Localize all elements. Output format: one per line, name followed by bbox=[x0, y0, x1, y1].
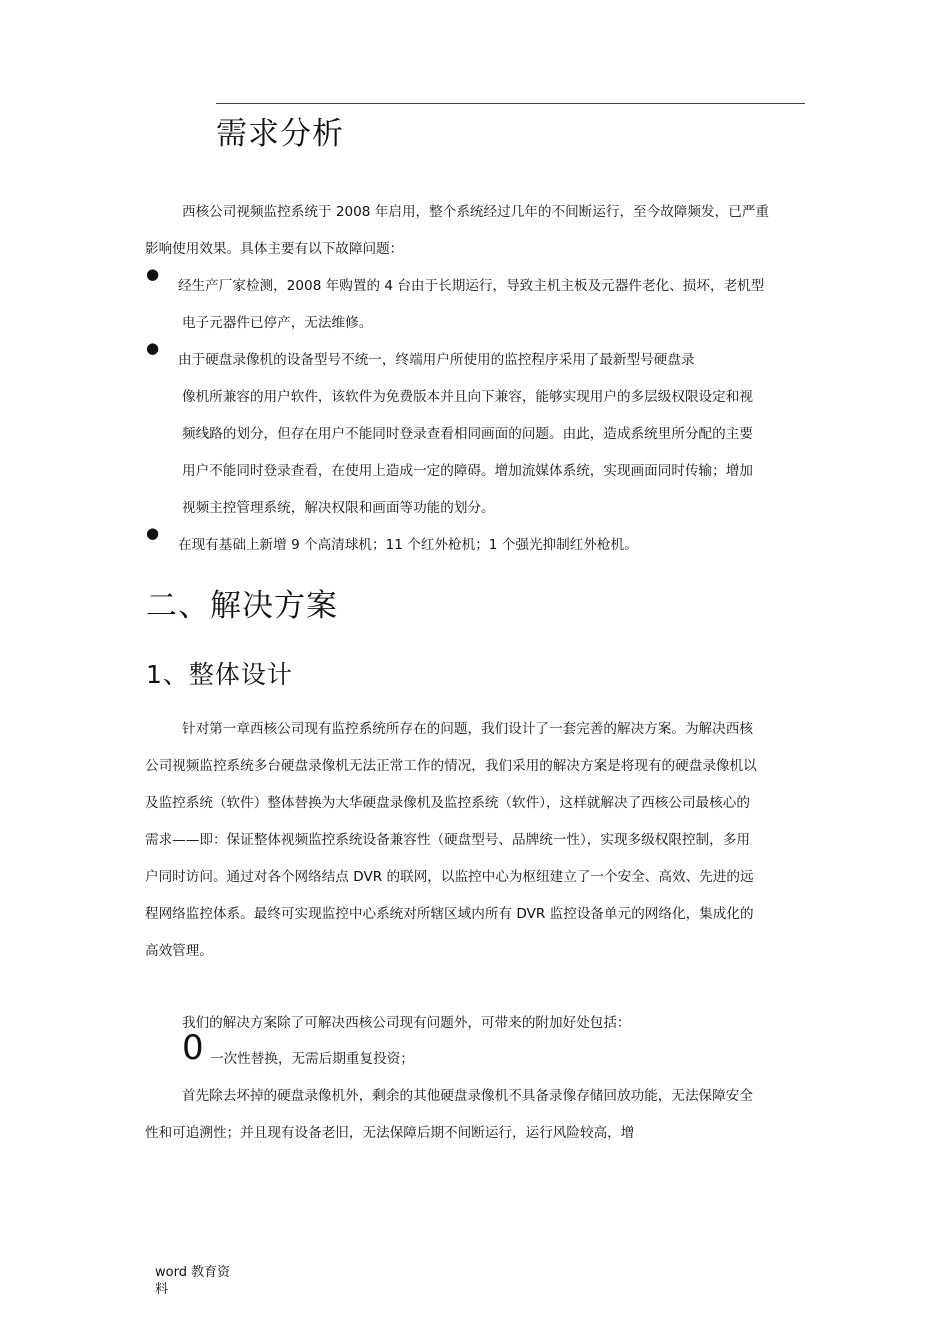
para1-line-1: 针对第一章西核公司现有监控系统所存在的问题，我们设计了一套完善的解决方案。为解决西核 bbox=[182, 721, 753, 737]
bullet-1-line-1: 经生产厂家检测，2008 年购置的 4 台由于长期运行，导致主机主板及元器件老化、损坏，老机型 bbox=[178, 278, 765, 294]
section-title-requirements: 需求分析 bbox=[216, 116, 344, 152]
bullet-dot-icon: ● bbox=[146, 265, 160, 283]
bullet-2-line-1: 由于硬盘录像机的设备型号不统一，终端用户所使用的监控程序采用了最新型号硬盘录 bbox=[178, 352, 695, 368]
footer-line-2: 料 bbox=[155, 1282, 169, 1297]
para1-line-2: 公司视频监控系统多台硬盘录像机无法正常工作的情况，我们采用的解决方案是将现有的硬盘录像机以 bbox=[145, 758, 757, 774]
bullet-dot-icon: ● bbox=[146, 339, 160, 357]
bullet-3-line-1: 在现有基础上新增 9 个高清球机；11 个红外枪机；1 个强光抑制红外枪机。 bbox=[178, 537, 638, 553]
subsection-title-overall-design: 1、整体设计 bbox=[146, 660, 293, 689]
header-rule bbox=[216, 103, 805, 104]
para1-line-5: 户同时访问。通过对各个网络结点 DVR 的联网，以监控中心为枢纽建立了一个安全、高效、先进的远 bbox=[145, 869, 754, 885]
benefits-intro: 我们的解决方案除了可解决西核公司现有问题外，可带来的附加好处包括： bbox=[182, 1015, 631, 1031]
bullet-2-line-2: 像机所兼容的用户软件，该软件为免费版本并且向下兼容，能够实现用户的多层级权限设定和视 bbox=[182, 389, 753, 405]
section-title-solution: 二、解决方案 bbox=[146, 588, 338, 624]
para2-line-2: 性和可追溯性；并且现有设备老旧，无法保障后期不间断运行，运行风险较高，增 bbox=[145, 1125, 635, 1141]
benefit-1: 一次性替换，无需后期重复投资； bbox=[210, 1051, 414, 1067]
intro-line-1: 西核公司视频监控系统于 2008 年启用，整个系统经过几年的不间断运行，至今故障频发，已严重 bbox=[182, 204, 769, 220]
bullet-1-line-2: 电子元器件已停产，无法维修。 bbox=[182, 315, 373, 331]
para1-line-6: 程网络监控体系。最终可实现监控中心系统对所辖区域内所有 DVR 监控设备单元的网络化，集成化的 bbox=[145, 906, 754, 922]
para2-line-1: 首先除去坏掉的硬盘录像机外，剩余的其他硬盘录像机不具备录像存储回放功能，无法保障安全 bbox=[182, 1088, 753, 1104]
intro-line-2: 影响使用效果。具体主要有以下故障问题： bbox=[145, 241, 404, 257]
bullet-dot-icon: ● bbox=[146, 524, 160, 542]
footer-line-1: word 教育资 bbox=[155, 1265, 231, 1280]
para1-line-4: 需求——即：保证整体视频监控系统设备兼容性（硬盘型号、品牌统一性），实现多级权限控制，多用 bbox=[145, 832, 750, 848]
para1-line-7: 高效管理。 bbox=[145, 943, 213, 959]
benefit-marker: 0 bbox=[182, 1028, 204, 1068]
bullet-2-line-5: 视频主控管理系统，解决权限和画面等功能的划分。 bbox=[182, 500, 495, 516]
para1-line-3: 及监控系统（软件）整体替换为大华硬盘录像机及监控系统（软件），这样就解决了西核公司最核心的 bbox=[145, 795, 750, 811]
bullet-2-line-3: 频线路的划分，但存在用户不能同时登录查看相同画面的问题。由此，造成系统里所分配的主要 bbox=[182, 426, 753, 442]
bullet-2-line-4: 用户不能同时登录查看，在使用上造成一定的障碍。增加流媒体系统，实现画面同时传输；增加 bbox=[182, 463, 753, 479]
